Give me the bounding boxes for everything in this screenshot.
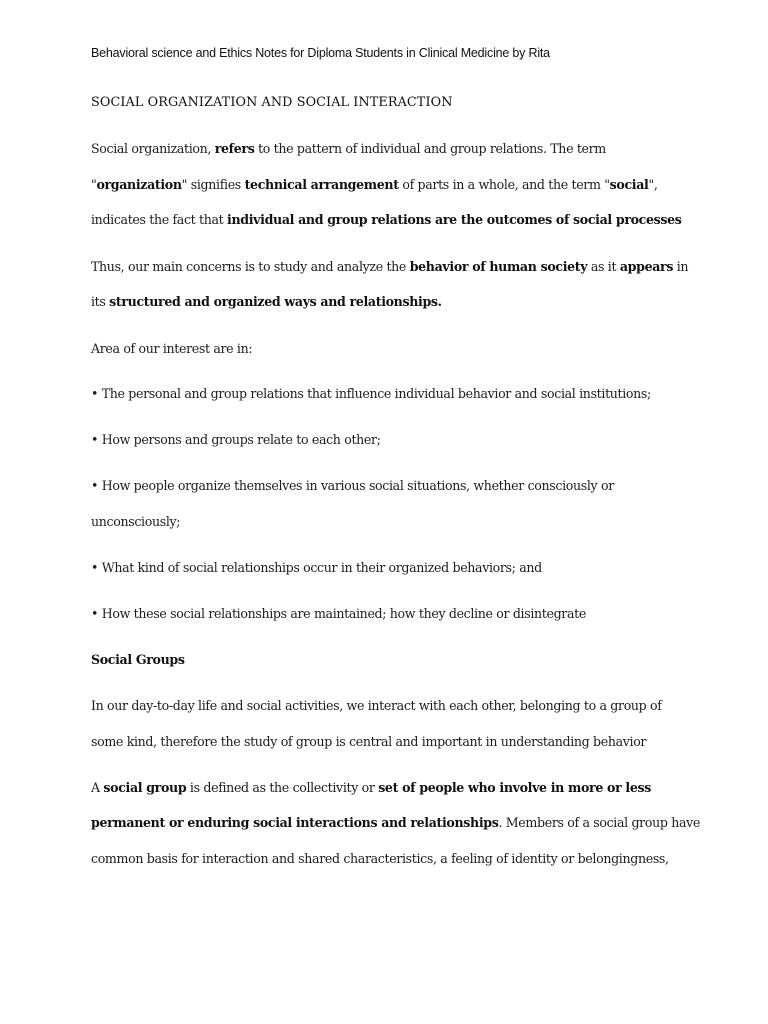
bold-term: refers [214, 141, 255, 156]
text-span: as it [587, 259, 620, 274]
paragraph-line [91, 177, 658, 192]
paragraph-line [91, 294, 442, 309]
paragraph-line: common basis for interaction and shared characteristics, a feeling of identity or belongingness, [91, 851, 669, 866]
text-span: to the pattern of individual and group relations. The term [254, 141, 606, 156]
text-span: Thus, our main concerns is to study and analyze the [91, 259, 410, 274]
section-heading: Social Groups [91, 652, 185, 667]
bullet-item: • How persons and groups relate to each other; [91, 432, 381, 447]
text-span: ", [648, 177, 658, 192]
bold-term: individual and group relations are the outcomes of social processes [227, 212, 682, 227]
bullet-item-continuation: unconsciously; [91, 514, 181, 529]
paragraph-line [91, 141, 606, 156]
paragraph-line: some kind, therefore the study of group is central and important in understanding behavior [91, 734, 647, 749]
running-header: Behavioral science and Ethics Notes for Diploma Students in Clinical Medicine by Rita [91, 46, 550, 60]
bullet-item: • The personal and group relations that influence individual behavior and social institutions; [91, 386, 651, 401]
text-span: " [91, 177, 97, 192]
bullet-item: • How these social relationships are maintained; how they decline or disintegrate [91, 606, 586, 621]
text-span: Social organization, [91, 141, 215, 156]
text-span: of parts in a whole, and the term " [398, 177, 610, 192]
paragraph-line [91, 212, 682, 227]
paragraph-line: In our day-to-day life and social activities, we interact with each other, belonging to a group of [91, 698, 662, 713]
bold-term: permanent or enduring social interactions and relationships [91, 815, 499, 830]
text-span: " signifies [181, 177, 245, 192]
paragraph-line [91, 780, 651, 795]
bold-term: technical arrangement [244, 177, 399, 192]
document-title: SOCIAL ORGANIZATION AND SOCIAL INTERACTION [91, 95, 453, 110]
text-span: its [91, 294, 110, 309]
bold-term: social [609, 177, 649, 192]
text-span: . Members of a social group have [498, 815, 701, 830]
bullet-item: • What kind of social relationships occur in their organized behaviors; and [91, 560, 542, 575]
interest-intro: Area of our interest are in: [91, 341, 253, 356]
paragraph-line [91, 259, 688, 274]
bullet-item: • How people organize themselves in various social situations, whether consciously or [91, 478, 614, 493]
bold-term: appears [619, 259, 674, 274]
text-span: is defined as the collectivity or [186, 780, 379, 795]
bold-term: set of people who involve in more or less [378, 780, 651, 795]
bold-term: social group [103, 780, 187, 795]
text-span: A [91, 780, 104, 795]
bold-term: organization [96, 177, 182, 192]
bold-term: behavior of human society [409, 259, 588, 274]
bold-term: structured and organized ways and relationships. [109, 294, 442, 309]
paragraph-line [91, 815, 700, 830]
text-span: in [673, 259, 689, 274]
text-span: indicates the fact that [91, 212, 228, 227]
